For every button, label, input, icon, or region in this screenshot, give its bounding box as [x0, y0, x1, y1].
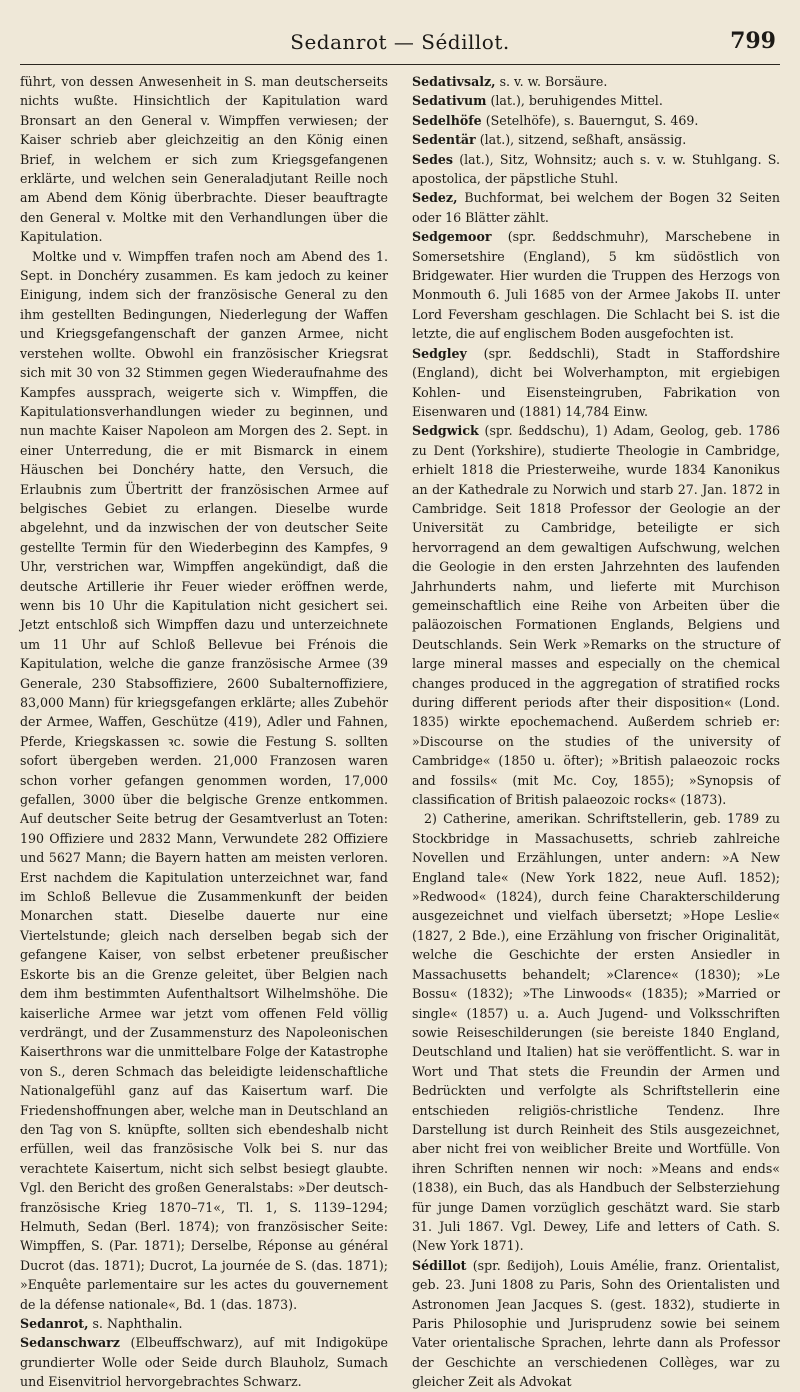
- dictionary-entry: Sedanschwarz (Elbeuffschwarz), auf mit Indigoküpe grundierter Wolle oder Seide durch Blauholz, Sumach und Eisenvitriol hervorgebrachtes Schwarz.: [20, 1335, 388, 1390]
- entry-headword: Sédillot: [412, 1257, 467, 1273]
- entry-headword: Sedentär: [412, 132, 476, 148]
- entry-headword: Sedes: [412, 151, 454, 167]
- header-rule: [20, 64, 780, 65]
- dictionary-entry: Sedelhöfe (Setelhöfe), s. Bauerngut, S. 469.: [412, 112, 699, 128]
- entry-headword: Sedanschwarz: [20, 1335, 120, 1351]
- page-header: [20, 28, 780, 62]
- dictionary-entry: Sedanrot, s. Naphthalin.: [20, 1316, 183, 1331]
- entry-paragraph: führt, von dessen Anwesenheit in S. man deutscherseits nichts wußte. Hinsichtlich der Kapitulation ward Bronsart an den General v. Wimpffen verwiesen; der Kaiser schrieb aber gleichzeitig an den König einen Brief, in welchem er sich zum Kriegsgefangenen erklärte, und welchen sein Generaladjutant Reille noch am Abend dem König überbrachte. Dieser beauftragte den General v. Moltke mit den Verhandlungen über die Kapitulation.: [20, 74, 388, 245]
- dictionary-entry: Sedgwick (spr. ßeddschu), 1) Adam, Geolog, geb. 1786 zu Dent (Yorkshire), studierte Theologie in Cambridge, erhielt 1818 die Priesterweihe, wurde 1834 Kanonikus an der Kathedrale zu Norwich und starb 27. Jan. 1872 in Cambridge. Seit 1818 Professor der Geologie an der Universität zu Cambridge, beteiligte er sich hervorragend an dem gewaltigen Aufschwung, welchen die Geologie in den ersten Jahrzehnten des laufenden Jahrhunderts nahm, und lieferte mit Murchison gemeinschaftlich eine Reihe von Arbeiten über die paläozoischen Formationen Englands, Belgiens und Deutschlands. Sein Werk »Remarks on the structure of large mineral masses and especially on the chemical changes produced in the aggregation of stratified rocks during different periods after their disposition« (Lond. 1835) wirkte epochemachend. Außerdem schrieb er: »Discourse on the studies of the university of Cambridge« (1850 u. öfter); »British palaeozoic rocks and fossils« (mit Mc. Coy, 1855); »Synopsis of classification of British palaeozoic rocks« (1873).: [412, 423, 780, 808]
- right-column: [412, 72, 780, 1390]
- entry-headword: Sedativum: [412, 93, 487, 109]
- entry-headword: Sedelhöfe: [412, 112, 482, 128]
- running-head: Sedanrot — Sédillot.: [290, 30, 510, 54]
- entry-headword: Sedgwick: [412, 423, 479, 439]
- entry-headword: Sedativsalz,: [412, 74, 496, 89]
- dictionary-entry: Sedativsalz, s. v. w. Borsäure.: [412, 74, 608, 89]
- dictionary-entry: Sedgemoor (spr. ßeddschmuhr), Marschebene in Somersetshire (England), 5 km südöstlich von Bridgewater. Hier wurden die Truppen des Herzogs von Monmouth 6. Juli 1685 von der Armee Jakobs II. unter Lord Feversham geschlagen. Die Schlacht bei S. ist die letzte, die auf englischem Boden ausgefochten ist.: [412, 229, 780, 342]
- left-column: [20, 72, 388, 1390]
- dictionary-entry: Sedgley (spr. ßeddschli), Stadt in Staffordshire (England), dicht bei Wolverhampton, mit ergiebigen Kohlen- und Eisensteingruben, Fabrikation von Eisenwaren und (1881) 14,784 Einw.: [412, 345, 780, 419]
- dictionary-entry: Sedes (lat.), Sitz, Wohnsitz; auch s. v. w. Stuhlgang. S. apostolica, der päpstliche Stuhl.: [412, 151, 780, 187]
- text-columns: [20, 72, 780, 1390]
- entry-paragraph: 2) Catherine, amerikan. Schriftstellerin, geb. 1789 zu Stockbridge in Massachusetts, schrieb zahlreiche Novellen und Erzählungen, unter andern: »A New England tale« (New York 1822, neue Aufl. 1852); »Redwood« (1824), durch feine Charakterschilderung ausgezeichnet und vielfach übersetzt; »Hope Leslie« (1827, 2 Bde.), eine Erzählung von frischer Originalität, welche die Geschichte der ersten Ansiedler in Massachusetts behandelt; »Clarence« (1830); »Le Bossu« (1832); »The Linwoods« (1835); »Married or single« (1857) u. a. Auch Jugend- und Volksschriften sowie Reiseschilderungen (sie bereiste 1840 England, Deutschland und Italien) hat sie veröffentlicht. S. war in Wort und That stets die Freundin der Armen und Bedrückten und verfolgte als Schriftstellerin eine entschieden religiös-christliche Tendenz. Ihre Darstellung ist durch Reinheit des Stils ausgezeichnet, aber nicht frei von weiblicher Breite und Wortfülle. Von ihren Schriften nennen wir noch: »Means and ends« (1838), ein Buch, das als Handbuch der Selbsterziehung für junge Damen vorzüglich geschätzt ward. Sie starb 31. Juli 1867. Vgl. Dewey, Life and letters of Cath. S. (New York 1871).: [412, 811, 780, 1254]
- dictionary-entry: Sedez, Buchformat, bei welchem der Bogen 32 Seiten oder 16 Blätter zählt.: [412, 190, 780, 225]
- entry-headword: Sedgemoor: [412, 229, 492, 245]
- page-number: 799: [730, 28, 776, 54]
- entry-headword: Sedgley: [412, 345, 467, 361]
- entry-headword: Sedez,: [412, 190, 458, 206]
- dictionary-entry: Sedativum (lat.), beruhigendes Mittel.: [412, 93, 663, 109]
- entry-headword: Sedanrot,: [20, 1316, 89, 1331]
- entry-paragraph: Moltke und v. Wimpffen trafen noch am Abend des 1. Sept. in Donchéry zusammen. Es kam jedoch zu keiner Einigung, indem sich der französische General zu den ihm gestellten Bedingungen, Niederlegung der Waffen und Kriegsgefangenschaft der ganzen Armee, nicht verstehen wollte. Obwohl ein französischer Kriegsrat sich mit 30 von 32 Stimmen gegen Wiederaufnahme des Kampfes aussprach, weigerte sich v. Wimpffen, die Kapitulationsverhandlungen wieder zu beginnen, und nun machte Kaiser Napoleon am Morgen des 2. Sept. in einer Unterredung, die er mit Bismarck in einem Häuschen bei Donchéry hatte, den Versuch, die Erlaubnis zum Übertritt der französischen Armee auf belgisches Gebiet zu erlangen. Dieselbe wurde abgelehnt, und da inzwischen der von deutscher Seite gestellte Termin für den Wiederbeginn des Kampfes, 9 Uhr, verstrichen war, Wimpffen angekündigt, daß die deutsche Artillerie ihr Feuer wieder eröffnen werde, wenn bis 10 Uhr die Kapitulation nicht gesichert sei. Jetzt entschloß sich Wimpffen dazu und unterzeichnete um 11 Uhr auf Schloß Bellevue bei Frénois die Kapitulation, welche die ganze französische Armee (39 Generale, 230 Stabsoffiziere, 2600 Subalternoffiziere, 83,000 Mann) für kriegsgefangen erklärte; alles Zubehör der Armee, Waffen, Geschütze (419), Adler und Fahnen, Pferde, Kriegskassen ꝛc. sowie die Festung S. sollten sofort übergeben werden. 21,000 Franzosen waren schon vorher gefangen genommen worden, 17,000 gefallen, 3000 über die belgische Grenze entkommen. Auf deutscher Seite betrug der Gesamtverlust an Toten: 190 Offiziere und 2832 Mann, Verwundete 282 Offiziere und 5627 Mann; die Bayern hatten am meisten verloren. Erst nachdem die Kapitulation unterzeichnet war, fand im Schloß Bellevue die Zusammenkunft der beiden Monarchen statt. Dieselbe dauerte nur eine Viertelstunde; gleich nach derselben begab sich der gefangene Kaiser, von selbst erbetener preußischer Eskorte bis an die Grenze geleitet, über Belgien nach dem ihm bestimmten Aufenthaltsort Wilhelmshöhe. Die kaiserliche Armee war jetzt vom offenen Feld völlig verdrängt, und der Zusammensturz des Napoleonischen Kaiserthrons war die unmittelbare Folge der Katastrophe von S., deren Schmach das beleidigte leidenschaftliche Nationalgefühl ganz auf das Kaisertum warf. Die Friedenshoffnungen aber, welche man in Deutschland an den Tag von S. knüpfte, sollten sich ebendeshalb nicht erfüllen, weil das französische Volk bei S. nur das verachtete Kaisertum, nicht sich selbst besiegt glaubte. Vgl. den Bericht des großen Generalstabs: »Der deutsch-französische Krieg 1870–71«, Tl. 1, S. 1139–1294; Helmuth, Sedan (Berl. 1874); von französischer Seite: Wimpffen, S. (Par. 1871); Derselbe, Réponse au général Ducrot (das. 1871); Ducrot, La journée de S. (das. 1871); »Enquête parlementaire sur les actes du gouvernement de la défense nationale«, Bd. 1 (das. 1873).: [20, 248, 388, 1312]
- dictionary-entry: Sedentär (lat.), sitzend, seßhaft, ansässig.: [412, 132, 687, 148]
- dictionary-entry: Sédillot (spr. ßedijoh), Louis Amélie, franz. Orientalist, geb. 23. Juni 1808 zu Paris, Sohn des Orientalisten und Astronomen Jean Jacques S. (gest. 1832), studierte in Paris Philosophie und Jurisprudenz sowie bei seinem Vater orientalische Sprachen, lehrte dann als Professor der Geschichte an verschiedenen Collèges, war zu gleicher Zeit als Advokat: [412, 1257, 780, 1390]
